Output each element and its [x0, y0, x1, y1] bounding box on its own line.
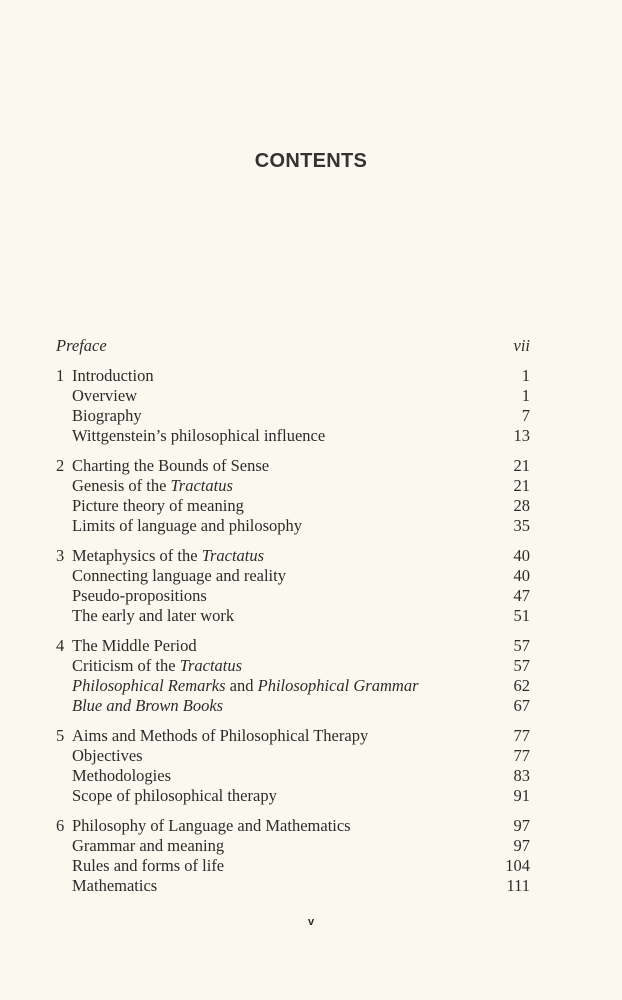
section-title: Scope of philosophical therapy	[72, 786, 277, 805]
section-entry[interactable]	[56, 516, 530, 536]
chapter-title: The Middle Period	[72, 636, 197, 655]
chapter-6	[56, 816, 530, 896]
section-entry[interactable]	[56, 426, 530, 446]
chapter-heading[interactable]	[56, 816, 530, 836]
section-title: Objectives	[72, 746, 143, 765]
section-entry[interactable]	[56, 766, 530, 786]
section-entry[interactable]	[56, 476, 530, 496]
page-number: 40	[513, 546, 530, 565]
page-number: 77	[513, 746, 530, 765]
chapter-4	[56, 636, 530, 716]
section-entry[interactable]	[56, 406, 530, 426]
section-title: Wittgenstein’s philosophical influence	[72, 426, 326, 445]
section-entry[interactable]	[56, 386, 530, 406]
page-number: 21	[513, 476, 530, 495]
section-entry[interactable]	[56, 586, 530, 606]
page-number: 40	[513, 566, 530, 585]
chapter-heading[interactable]	[56, 636, 530, 656]
page-number: 62	[513, 676, 530, 695]
page-number: 77	[513, 726, 530, 745]
page-number: 83	[513, 766, 530, 785]
section-entry[interactable]	[56, 656, 530, 676]
section-entry[interactable]	[56, 836, 530, 856]
section-title: Philosophical Remarks and Philosophical Grammar	[72, 676, 419, 695]
page-number: 28	[513, 496, 530, 515]
page-number: 7	[521, 406, 530, 425]
section-title: Methodologies	[72, 766, 171, 785]
page-number: 35	[513, 516, 530, 535]
section-title: Grammar and meaning	[72, 836, 225, 855]
page-number: 21	[513, 456, 530, 475]
preface-label: Preface	[56, 336, 107, 355]
page-number: 57	[513, 636, 530, 655]
section-entry[interactable]	[56, 786, 530, 806]
chapter-heading[interactable]	[56, 546, 530, 566]
section-title: Limits of language and philosophy	[72, 516, 303, 535]
chapter-title: Charting the Bounds of Sense	[72, 456, 270, 475]
section-entry[interactable]	[56, 566, 530, 586]
chapter-title: Metaphysics of the Tractatus	[72, 546, 265, 565]
section-title: Pseudo-propositions	[72, 586, 207, 605]
page-folio: v	[307, 916, 315, 928]
section-title: Mathematics	[72, 876, 158, 895]
section-entry[interactable]	[56, 746, 530, 766]
page-number: 1	[521, 366, 530, 385]
chapter-heading[interactable]	[56, 456, 530, 476]
page-number: 97	[513, 836, 530, 855]
page-number: 57	[513, 656, 530, 675]
section-entry[interactable]	[56, 496, 530, 516]
chapter-heading[interactable]	[56, 366, 530, 386]
chapter-number: 6	[56, 816, 65, 835]
section-entry[interactable]	[56, 876, 530, 896]
chapter-title: Aims and Methods of Philosophical Therapy	[72, 726, 369, 745]
page-number: 111	[506, 876, 530, 895]
section-title: Rules and forms of life	[72, 856, 225, 875]
chapter-5	[56, 726, 530, 806]
page-title: CONTENTS	[254, 150, 368, 172]
section-title: Overview	[72, 386, 138, 405]
page-number: 51	[513, 606, 530, 625]
chapter-number: 2	[56, 456, 65, 475]
chapter-number: 3	[56, 546, 65, 565]
page-number: 104	[505, 856, 530, 875]
chapter-title: Philosophy of Language and Mathematics	[72, 816, 351, 835]
table-of-contents	[56, 336, 530, 906]
page-number: vii	[513, 336, 530, 355]
section-title: Blue and Brown Books	[72, 696, 224, 715]
chapter-3	[56, 546, 530, 626]
page-number: 47	[513, 586, 530, 605]
page-number: 91	[513, 786, 530, 805]
section-entry[interactable]	[56, 676, 530, 696]
chapter-number: 1	[56, 366, 65, 385]
chapter-2	[56, 456, 530, 536]
chapter-1	[56, 366, 530, 446]
section-title: Genesis of the Tractatus	[72, 476, 233, 495]
section-title: Connecting language and reality	[72, 566, 286, 585]
page-number: 67	[513, 696, 530, 715]
page-number: 97	[513, 816, 530, 835]
chapter-title: Introduction	[72, 366, 154, 385]
chapter-heading[interactable]	[56, 726, 530, 746]
section-title: The early and later work	[72, 606, 235, 625]
page-number: 1	[521, 386, 530, 405]
section-title: Picture theory of meaning	[72, 496, 244, 515]
chapter-number: 5	[56, 726, 65, 745]
section-entry[interactable]	[56, 606, 530, 626]
section-title: Biography	[72, 406, 142, 425]
chapter-number: 4	[56, 636, 65, 655]
section-entry[interactable]	[56, 856, 530, 876]
toc-entry-preface[interactable]	[56, 336, 530, 356]
section-title: Criticism of the Tractatus	[72, 656, 243, 675]
section-entry[interactable]	[56, 696, 530, 716]
page-number: 13	[513, 426, 530, 445]
